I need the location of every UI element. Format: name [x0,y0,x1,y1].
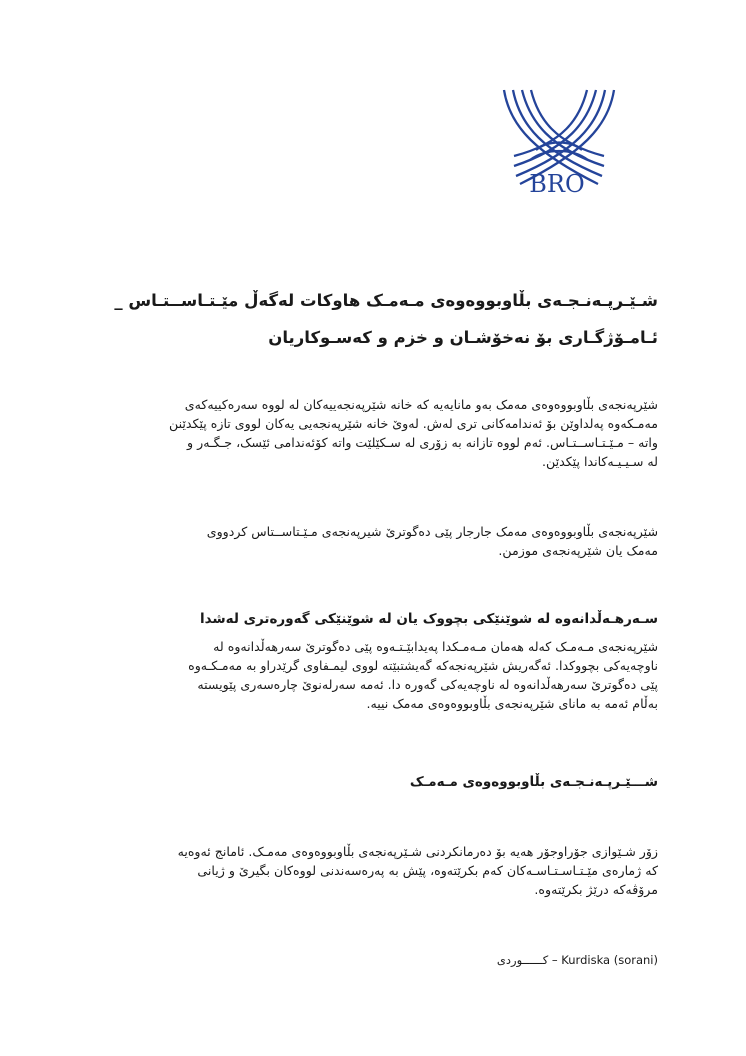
document-title [98,282,658,356]
text-line: مرۆڤەکە درێژ بکرێتەوە. [534,882,658,897]
bro-logo [498,88,620,198]
text-line: مەمـکەوە پەلداوێن بۆ ئەندامەکانی تری لەش. لەوێ خانە شێرپەنجەیی یەکان لووی تازە پێکدێنن [169,416,658,431]
recurrence-paragraph [83,637,658,713]
title-line: ئـامـۆژگـاری بۆ نەخۆشـان و خزم و کەسـوکاریان [268,328,658,347]
language-label: Kurdiska (sorani) [561,953,658,967]
text-line: شێرپەنجەی بڵاوبووەوەی مەمک بەو مانایەیە کە خانە شێرپەنجەییەکان لە لووە سەرەکییەکەی [184,397,658,412]
text-line: کە ژمارەی مێـتـاسـتـاسـەکان کەم بکرێتەوە، پێش بە پەرەسەندنی لووەکان بگیرێ و ژیانی [197,863,658,878]
logo-text: BRO [529,170,585,198]
language-native-name: کــــــوردی [496,953,549,967]
language-footer [497,953,658,967]
text-line: واتە – مـێـتـاســتـاس. ئەم لووە تازانە بە زۆری لە سـکێلێت واتە کۆئەندامی ئێسک، جـگـەر و [187,435,658,450]
text-line: شێرپەنجەی بڵاوبووەوەی مەمک جارجار پێی دەگوترێ شیرپەنجەی مـێـتاســتاس کردووی [206,524,658,539]
treatment-paragraph [83,842,658,899]
intro-paragraph [83,395,658,471]
text-line: زۆر شـێوازی جۆراوجۆر هەیە بۆ دەرمانکردنی شـێرپەنجەی بڵاوبووەوەی مەمـک. ئامانج ئەوەیە [177,844,658,859]
language-separator: – [551,953,558,967]
text-line: بەڵام ئەمە بە مانای شێرپەنجەی بڵاوبووەوەی مەمک نییە. [366,696,658,711]
second-paragraph [83,522,658,560]
text-line: مەمک یان شێرپەنجەی موزمن. [498,543,658,558]
text-line: ناوچەیەکی بچووکدا. ئەگەریش شێرپەنجەکە گەیشتبێتە لووی لیمـفاوی گرێدراو بە مەمـکـەوە [188,658,658,673]
text-line: پێی دەگوترێ سەرهەڵدانەوە لە ناوچەیەکی گەورە دا. ئەمە سەرلەنوێ چارەسەری پێویستە [197,677,658,692]
section-heading-recurrence: سـەرهـەڵدانەوە لە شوێنێکی بچووک یان لە شوێنێکی گەورەتری لەشدا [199,611,658,627]
text-line: لە سـیـیـەکاندا پێکدێن. [542,454,658,469]
text-line: شێرپەنجەی مـەمـک کەلە هەمان مـەمـکدا پەیدابێـتـەوە پێی دەگوترێ سەرهەڵدانەوە لە [213,639,658,654]
section-heading-metastatic: شـــێـرپـەنـجـەی بڵاوبووەوەی مـەمـک [409,774,658,790]
title-line: شـێـرپـەنـجـەی بڵاوبووەوەی مـەمـک هاوکات لەگەڵ مێـتـاســتـاس _ [114,291,658,310]
